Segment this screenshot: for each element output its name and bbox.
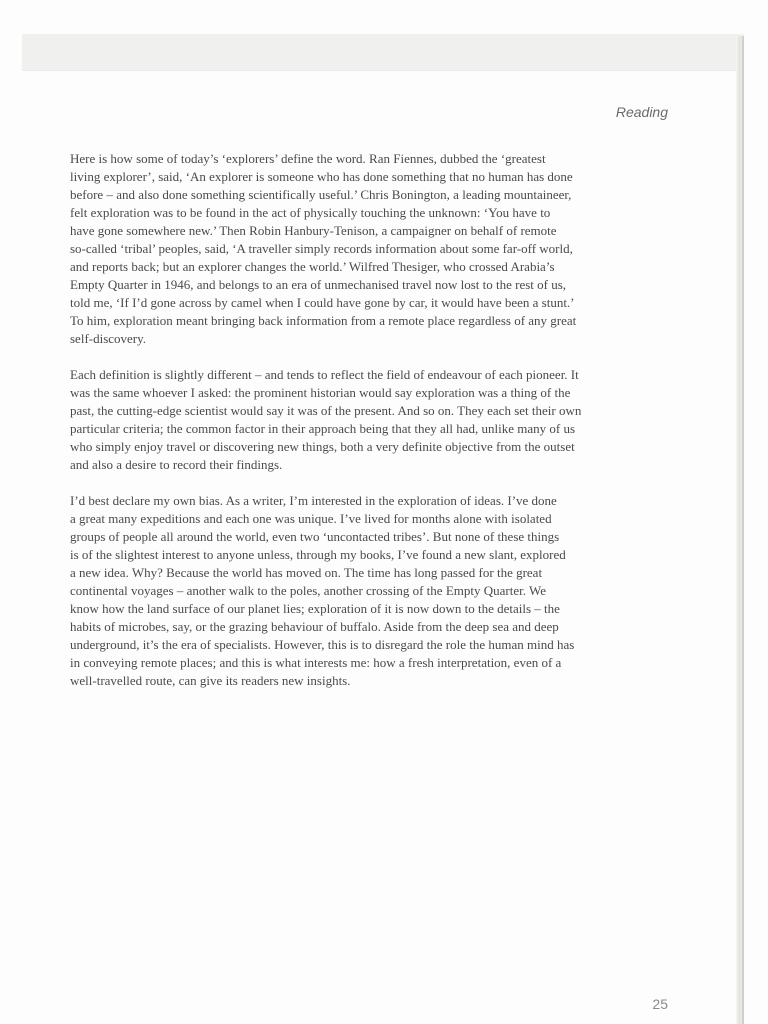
text-line: a new idea. Why? Because the world has moved on. The time has long passed for the great <box>70 565 543 580</box>
text-line: I’d best declare my own bias. As a writer, I’m interested in the exploration of ideas. I’ve done <box>70 493 557 508</box>
text-line: past, the cutting-edge scientist would say it was of the present. And so on. They each set their own <box>70 403 582 418</box>
text-line: before – and also done something scientifically useful.’ Chris Bonington, a leading mountaineer, <box>70 187 572 202</box>
text-line: Here is how some of today’s ‘explorers’ define the word. Ran Fiennes, dubbed the ‘greatest <box>70 151 546 166</box>
text-line: well-travelled route, can give its readers new insights. <box>70 673 351 688</box>
text-line: know how the land surface of our planet lies; exploration of it is now down to the details – the <box>70 601 560 616</box>
paragraph-1 <box>70 150 676 348</box>
text-line: living explorer’, said, ‘An explorer is someone who has done something that no human has done <box>70 169 573 184</box>
scan-page-edge-line <box>742 36 744 1024</box>
text-line: felt exploration was to be found in the act of physically touching the unknown: ‘You have to <box>70 205 551 220</box>
text-line: Empty Quarter in 1946, and belongs to an era of unmechanised travel now lost to the rest of us, <box>70 277 567 292</box>
article-body <box>70 150 676 690</box>
text-line: groups of people all around the world, even two ‘uncontacted tribes’. But none of these things <box>70 529 560 544</box>
text-line: continental voyages – another walk to the poles, another crossing of the Empty Quarter. We <box>70 583 546 598</box>
text-line: underground, it’s the era of specialists. However, this is to disregard the role the human mind has <box>70 637 575 652</box>
text-line: have gone somewhere new.’ Then Robin Hanbury-Tenison, a campaigner on behalf of remote <box>70 223 557 238</box>
running-head: Reading <box>615 104 668 120</box>
text-line: Each definition is slightly different – and tends to reflect the field of endeavour of each pioneer. It <box>70 367 579 382</box>
text-line: habits of microbes, say, or the grazing behaviour of buffalo. Aside from the deep sea and deep <box>70 619 559 634</box>
text-line: was the same whoever I asked: the prominent historian would say exploration was a thing of the <box>70 385 571 400</box>
text-line: self-discovery. <box>70 331 147 346</box>
text-line: told me, ‘If I’d gone across by camel when I could have gone by car, it would have been a stunt.’ <box>70 295 575 310</box>
page-number: 25 <box>652 996 668 1012</box>
paragraph-3 <box>70 492 676 690</box>
text-line: is of the slightest interest to anyone unless, through my books, I’ve found a new slant, explored <box>70 547 566 562</box>
text-line: and reports back; but an explorer changes the world.’ Wilfred Thesiger, who crossed Arabia’s <box>70 259 555 274</box>
text-line: who simply enjoy travel or discovering new things, both a very definite objective from the outset <box>70 439 575 454</box>
text-line: particular criteria; the common factor in their approach being that they all had, unlike many of us <box>70 421 576 436</box>
text-line: To him, exploration meant bringing back information from a remote place regardless of any great <box>70 313 577 328</box>
paragraph-2 <box>70 366 676 474</box>
text-line: and also a desire to record their findings. <box>70 457 283 472</box>
text-line: so-called ‘tribal’ peoples, said, ‘A traveller simply records information about some far-off world, <box>70 241 573 256</box>
scan-top-band <box>22 34 744 71</box>
text-line: a great many expeditions and each one was unique. I’ve lived for months alone with isolated <box>70 511 552 526</box>
text-line: in conveying remote places; and this is what interests me: how a fresh interpretation, even of a <box>70 655 562 670</box>
